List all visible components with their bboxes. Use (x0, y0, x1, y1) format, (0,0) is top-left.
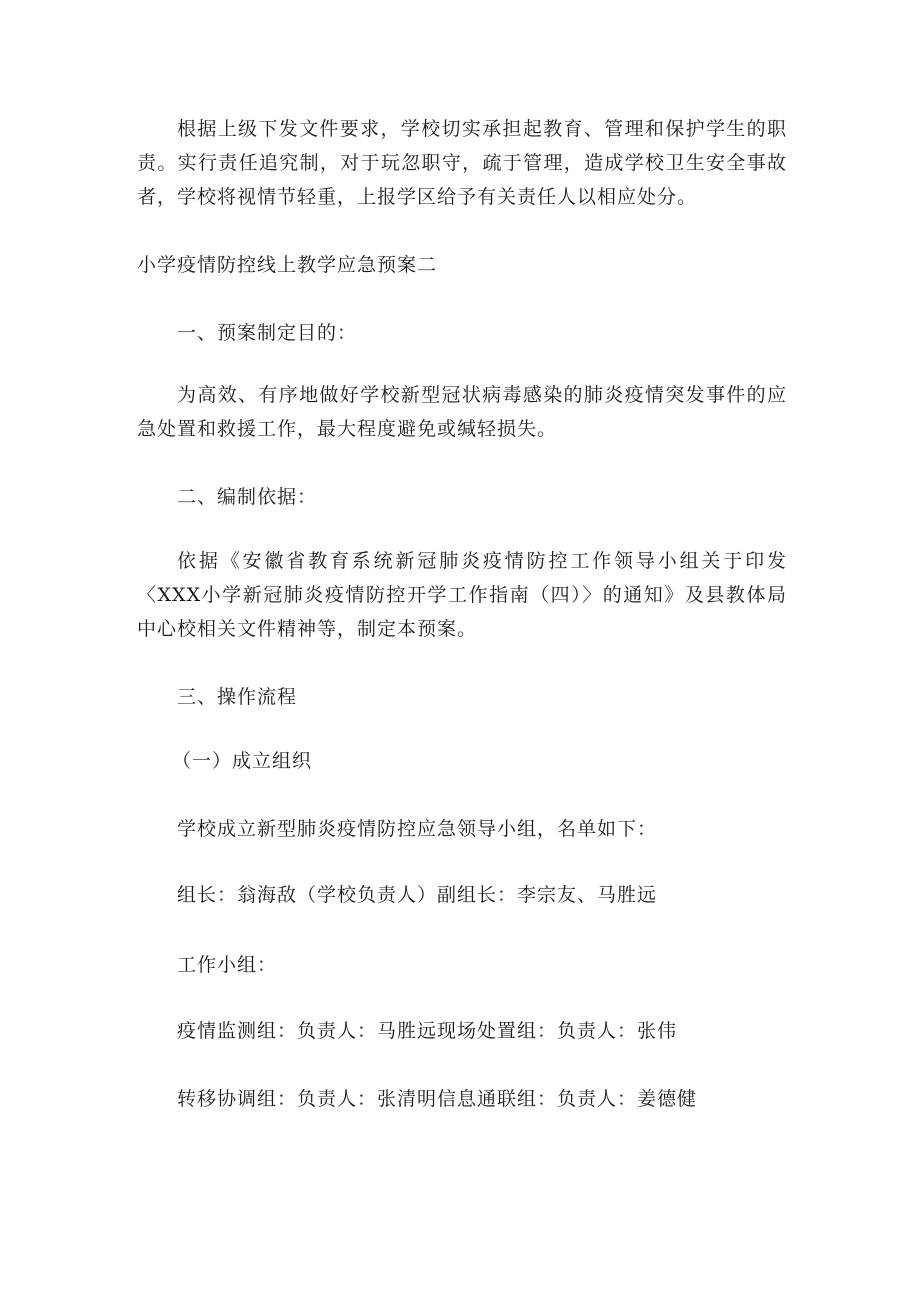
document-subtitle: 小学疫情防控线上教学应急预案二 (137, 254, 438, 276)
workgroup-heading: 工作小组： (177, 954, 278, 976)
intro-paragraph: 根据上级下发文件要求，学校切实承担起教育、管理和保护学生的职责。实行责任追究制，对于玩忽职守，疏于管理，造成学校卫生安全事故者，学校将视情节轻重，上报学区给予有关责任人以相应处分。 (137, 118, 787, 208)
section2-heading: 二、编制依据： (177, 486, 318, 508)
group-line-1: 疫情监测组：负责人：马胜远现场处置组：负责人：张伟 (177, 1020, 678, 1042)
subsection1-heading: （一）成立组织 (172, 750, 313, 772)
section2-paragraph: 依据《安徽省教育系统新冠肺炎疫情防控工作领导小组关于印发〈XXX小学新冠肺炎疫情防控开学工作指南（四）〉的通知》及县教体局中心校相关文件精神等，制定本预案。 (137, 550, 787, 640)
group-line-2: 转移协调组：负责人：张清明信息通联组：负责人：姜德健 (177, 1088, 698, 1110)
section1-paragraph: 为高效、有序地做好学校新型冠状病毒感染的肺炎疫情突发事件的应急处置和救援工作，最大程度避免或缄轻损失。 (137, 384, 787, 440)
organization-intro: 学校成立新型肺炎疫情防控应急领导小组，名单如下： (177, 818, 658, 840)
section3-heading: 三、操作流程 (177, 686, 298, 708)
leaders-line: 组长：翁海敌（学校负责人）副组长：李宗友、马胜远 (177, 884, 658, 906)
section1-heading: 一、预案制定目的： (177, 322, 358, 344)
